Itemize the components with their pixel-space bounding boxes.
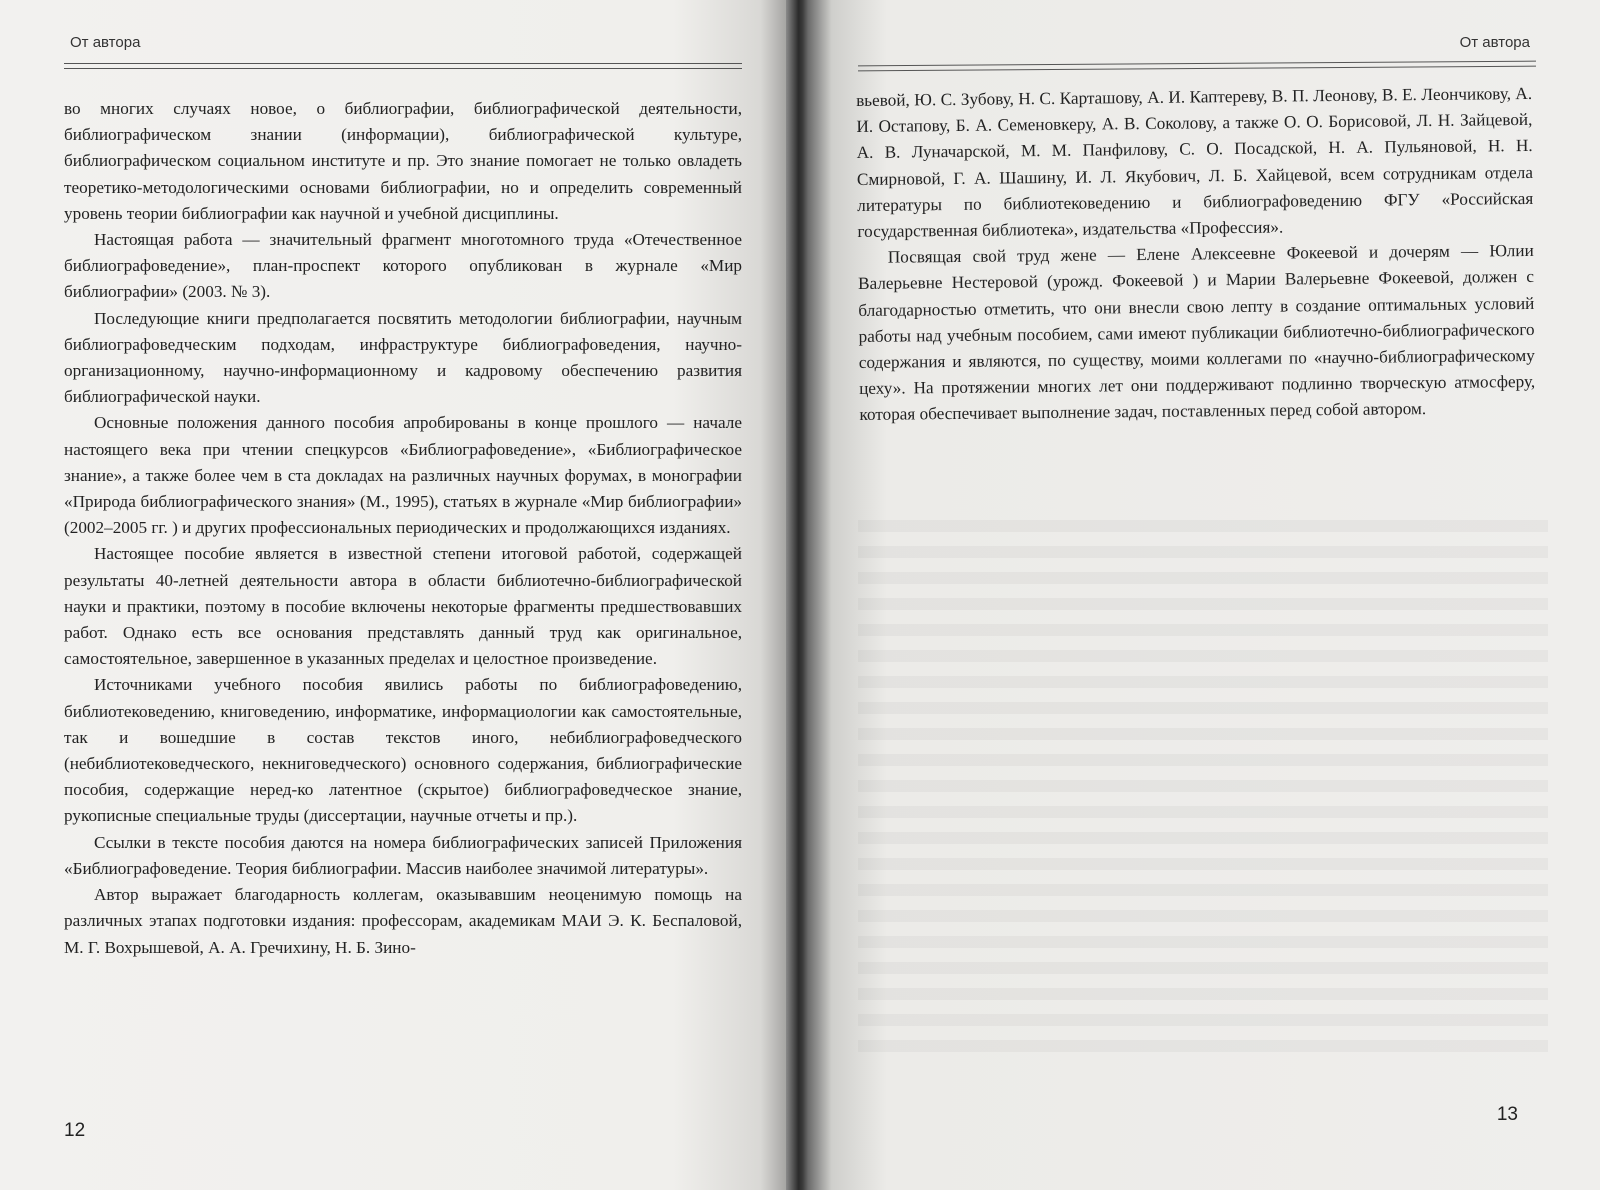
header-rule [858, 66, 1536, 72]
running-head: От автора [1459, 34, 1530, 51]
page-number: 12 [64, 1120, 86, 1141]
left-page [0, 0, 792, 1190]
paragraph: Последующие книги предполагается посвятить методологии библиографии, научным библиографоведческим подходам, инфраструктуре библиографоведения, научно-организационному, научно-информационному и кадровому обеспечению развития библиографической науки. [64, 308, 742, 407]
show-through-text [858, 520, 1548, 1060]
paragraph: Автор выражает благодарность коллегам, оказывавшим неоценимую помощь на различных этапах подготовки издания: профессорам, академикам МАИ Э. К. Беспаловой, М. Г. Вохрышевой, А. А. Гречихину, Н. Б. Зино- [64, 885, 742, 957]
paragraph: Источниками учебного пособия явились работы по библиографоведению, библиотековедению, книговедению, информатике, информациологии как самостоятельные, так и вошедшие в состав текстов иного, небиблиографоведческого (небиблиотековедческого, некниговедческого) основного содержания, библиографические пособия, содержащие неред-ко латентное (скрытое) библиографоведческое знание, рукописные специальные труды (диссертации, научные отчеты и пр.). [64, 675, 742, 826]
paragraph: Посвящая свой труд жене — Елене Алексеевне Фокеевой и дочерям — Юлии Валерьевне Нестеровой (урожд. Фокеевой ) и Марии Валерьевне Фокеевой, должен с благодарностью отметить, что они внесли свою лепту в создание оптимальных условий работы над учебным пособием, сами имеют публикации библиотечно-библиографического содержания и являются, по существу, моими коллегами по «научно-библиографическому цеху». На протяжении многих лет они поддерживают подлинно творческую атмосферу, которая обеспечивает выполнение задач, поставленных перед собой автором. [857, 241, 1536, 425]
header-rule [64, 68, 742, 69]
right-page [808, 0, 1600, 1190]
paragraph: Основные положения данного пособия апробированы в конце прошлого — начале настоящего века при чтении спецкурсов «Библиографоведение», «Библиографическое знание», а также более чем в ста докладах на различных научных форумах, в монографии «Природа библиографического знания» (М., 1995), статьях в журнале «Мир библиографии» (2002–2005 гг. ) и других профессиональных периодических и продолжающихся изданиях. [64, 413, 742, 538]
paragraph: Настоящее пособие является в известной степени итоговой работой, содержащей результаты 40-летней деятельности автора в области библиотечно-библиографической науки и практики, поэтому в пособие включены некоторые фрагменты предшествовавших работ. Однако есть все основания представлять данный труд как оригинальное, самостоятельное, завершенное в указанных пределах и целостное произведение. [64, 544, 742, 669]
page-number: 13 [1496, 1104, 1518, 1125]
paragraph: во многих случаях новое, о библиографии, библиографической деятельности, библиографическом знании (информации), библиографической культуре, библиографическом социальном институте и пр. Это знание помогает не только овладеть теоретико-методологическими основами библиографии, но и определить современный уровень теории библиографии как научной и учебной дисциплины. [64, 99, 742, 223]
paragraph: Ссылки в тексте пособия даются на номера библиографических записей Приложения «Библиографоведение. Теория библиографии. Массив наиболее значимой литературы». [64, 832, 742, 878]
paragraph: вьевой, Ю. С. Зубову, Н. С. Карташову, А. И. Каптереву, В. П. Леонову, В. Е. Леончикову, А. И. Остапову, Б. А. Семеновкеру, А. В. Соколову, а также О. О. Борисовой, Л. Н. Зайцевой, А. В. Луначарской, М. М. Панфилову, С. О. Посадской, Н. А. Пульяновой, Н. Н. Смирновой, Г. А. Шашину, И. Л. Якубович, Л. Б. Хайцевой, всем сотрудникам отдела литературы по библиотековедению и библиографоведению ФГУ «Российская государственная библиотека», издательства «Профессия». [856, 83, 1534, 242]
page-body [64, 96, 742, 961]
paragraph: Настоящая работа — значительный фрагмент многотомного труда «Отечественное библиографоведение», план-проспект которого опубликован в журнале «Мир библиографии» (2003. № 3). [64, 230, 742, 302]
running-head: От автора [70, 34, 141, 51]
header-rule [64, 63, 742, 64]
page-body [856, 81, 1536, 429]
